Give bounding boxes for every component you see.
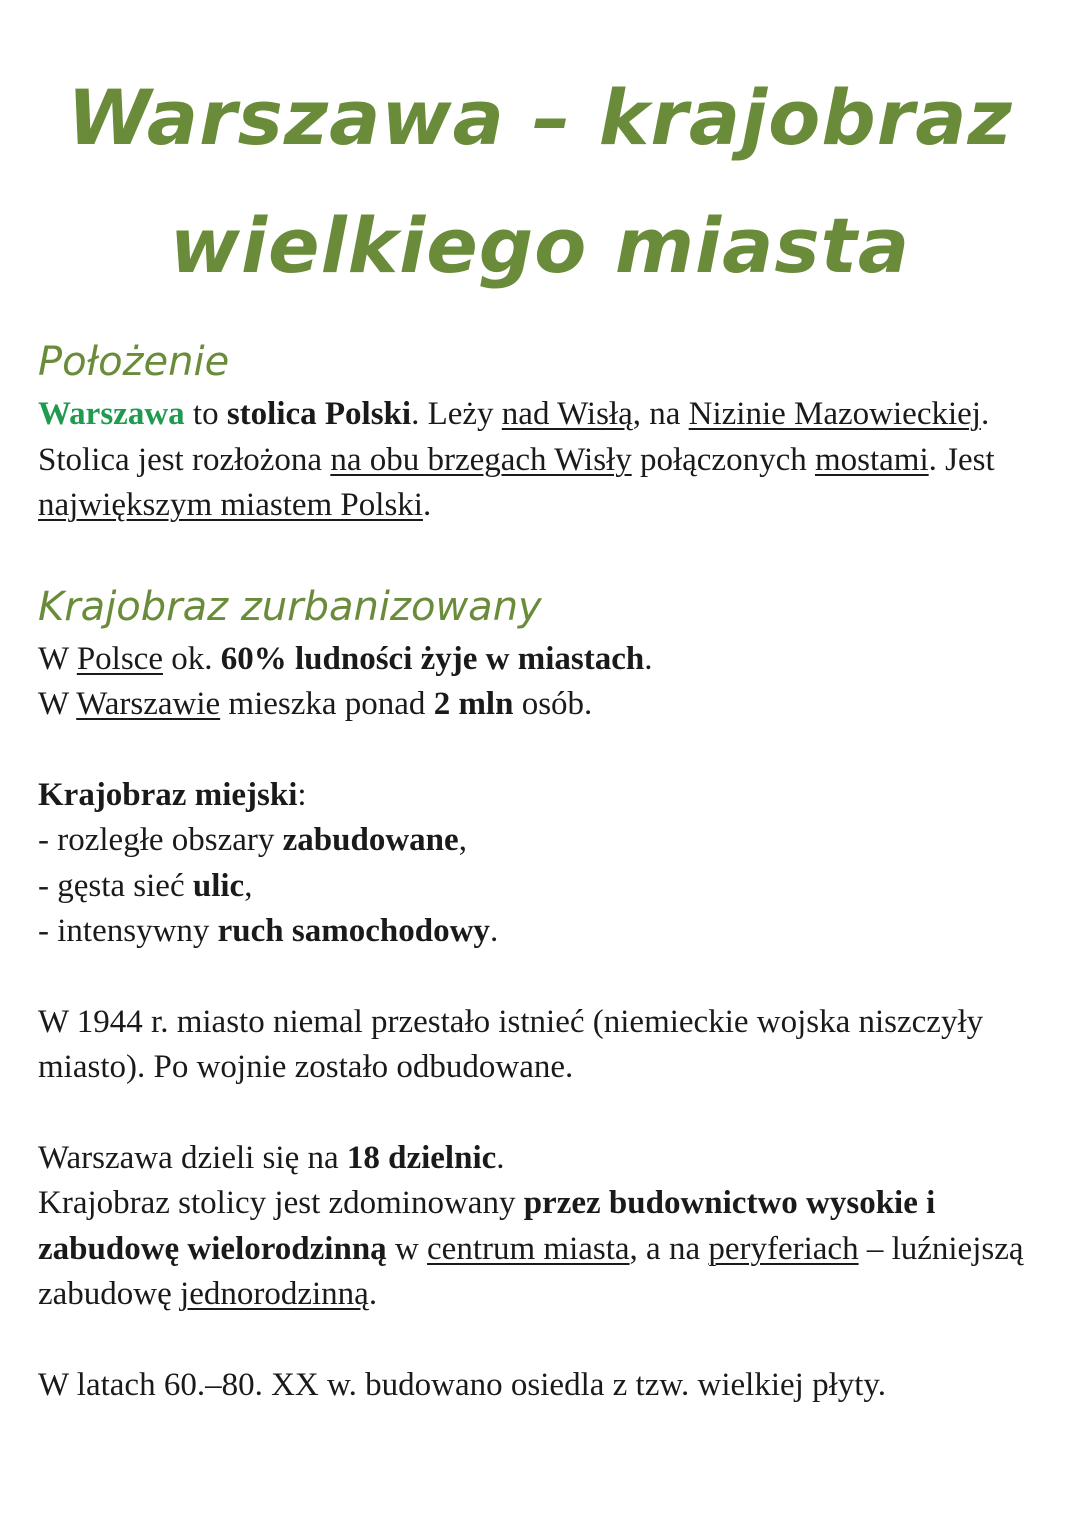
text-run: - rozległe obszary xyxy=(38,822,283,858)
text-run: . xyxy=(644,640,653,677)
list-item-bold: zabudowane xyxy=(282,822,459,858)
text-run: – luźniejszą zabudowę xyxy=(38,1230,1024,1312)
term-nizina: Nizinie Mazowieckiej xyxy=(688,396,981,432)
list-item xyxy=(38,818,1042,864)
term-budownictwo: przez budownictwo wysokie i zabudowę wielorodzinną xyxy=(38,1185,936,1267)
text-run: W xyxy=(38,640,77,677)
term-60-percent: 60% ludności żyje w miastach xyxy=(220,640,645,677)
term-18-dzielnic: 18 dzielnic xyxy=(346,1139,497,1176)
term-jednorodzinna: jednorodzinną xyxy=(180,1276,369,1312)
paragraph-population xyxy=(38,637,1042,683)
heading-polozenie: Położenie xyxy=(38,339,230,385)
paragraph-wielka-plyta: W latach 60.–80. XX w. budowano osiedla z tzw. wielkiej płyty. xyxy=(38,1366,887,1403)
term-najwieksze: największym miastem Polski xyxy=(38,487,423,523)
text-run: . xyxy=(489,913,499,949)
list-item xyxy=(38,864,1042,910)
list-title-text: Krajobraz miejski xyxy=(38,776,298,813)
text-run: - gęsta sieć xyxy=(38,867,193,904)
term-nad-wisla: nad Wisłą xyxy=(501,396,633,432)
text-run: . xyxy=(496,1139,505,1176)
text-run: . Jest xyxy=(928,441,995,478)
title-line-1: Warszawa – krajobraz xyxy=(67,73,1013,162)
list-item-bold: ruch samochodowy xyxy=(217,913,490,949)
text-run: , xyxy=(458,822,467,858)
spacer xyxy=(38,1318,1042,1363)
text-run: to xyxy=(184,396,227,432)
text-run: połączonych xyxy=(631,441,815,478)
text-run: Warszawa dzieli się na xyxy=(38,1139,347,1176)
text-run: . xyxy=(368,1276,378,1312)
term-brzegi: na obu brzegach Wisły xyxy=(330,441,632,478)
text-run: . xyxy=(422,487,432,523)
text-run: w xyxy=(386,1230,428,1267)
term-2-mln: 2 mln xyxy=(433,686,514,722)
text-run: - intensywny xyxy=(38,913,218,949)
spacer xyxy=(38,955,1042,1000)
urban-landscape-list xyxy=(38,773,1042,955)
text-run: , xyxy=(244,867,253,904)
title-line-2: wielkiego miasta xyxy=(169,201,911,290)
spacer xyxy=(38,728,1042,773)
paragraph-buildings xyxy=(38,1181,1042,1318)
term-stolica: stolica Polski xyxy=(226,396,412,432)
term-polsce: Polsce xyxy=(76,640,163,677)
term-peryferie: peryferiach xyxy=(708,1230,859,1267)
text-run: ok. xyxy=(162,640,221,677)
text-run: . Stolica jest rozłożona xyxy=(38,396,990,478)
term-warszawie: Warszawie xyxy=(76,686,221,722)
term-centrum: centrum miasta xyxy=(427,1230,630,1267)
text-run: , na xyxy=(632,396,689,432)
text-run: , a na xyxy=(629,1230,709,1267)
list-title xyxy=(38,773,1042,819)
text-run: osób. xyxy=(513,686,593,722)
spacer xyxy=(38,1091,1042,1136)
paragraph-warsaw-population xyxy=(38,682,1042,728)
paragraph-districts xyxy=(38,1136,1042,1182)
page-title xyxy=(38,0,1042,310)
term-mosty: mostami xyxy=(814,441,929,478)
paragraph-location xyxy=(38,392,1042,529)
paragraph-history: W 1944 r. miasto niemal przestało istnieć (niemieckie wojska niszczyły miasto). Po wojnie zostało odbudowane. xyxy=(38,1003,984,1085)
text-run: . Leży xyxy=(411,396,502,432)
text-run: : xyxy=(297,776,307,813)
text-run: W xyxy=(38,686,77,722)
text-run: Krajobraz stolicy jest zdominowany xyxy=(38,1185,524,1221)
heading-krajobraz: Krajobraz zurbanizowany xyxy=(38,583,542,630)
list-item-bold: ulic xyxy=(192,867,245,904)
text-run: mieszka ponad xyxy=(220,686,434,722)
term-warszawa: Warszawa xyxy=(38,396,185,432)
list-item xyxy=(38,909,1042,955)
